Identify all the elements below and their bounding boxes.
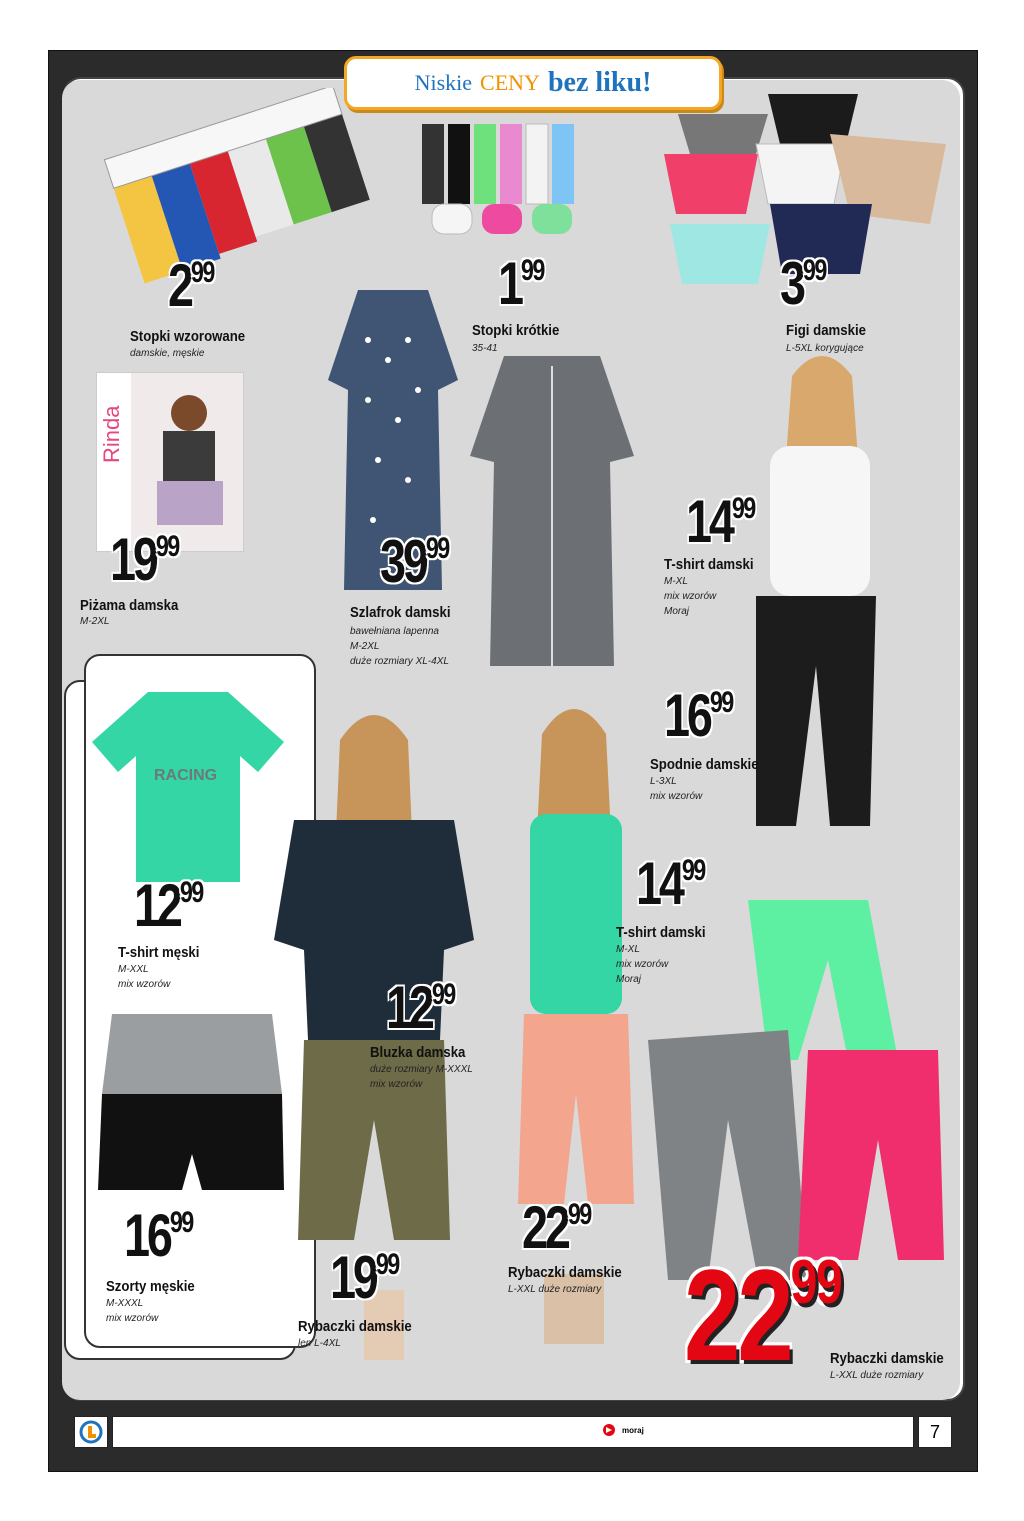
- brand-text: moraj: [622, 1425, 644, 1435]
- desc-tshirt-damski-2: M-XL mix wzorów Moraj: [616, 944, 669, 985]
- name-tshirt-meski: T-shirt męski: [118, 944, 200, 961]
- price-rybaczki-duze-1: 2299: [522, 1194, 591, 1261]
- header-banner: [344, 56, 722, 110]
- price-figi-damskie: 399: [780, 250, 826, 317]
- desc-rybaczki-duze-1: L-XXL duże rozmiary: [508, 1284, 602, 1295]
- name-szlafrok-damski: Szlafrok damski: [350, 604, 451, 621]
- price-szlafrok-damski: 3999: [380, 528, 449, 595]
- name-tshirt-damski-2: T-shirt damski: [616, 924, 706, 941]
- desc-szorty-meskie: M-XXXL mix wzorów: [106, 1298, 159, 1324]
- price-bluzka-damska: 1299: [386, 974, 455, 1041]
- mens-tshirt-image: [88, 682, 288, 892]
- name-stopki-wzorowane: Stopki wzorowane: [130, 328, 246, 345]
- svg-text:RACING: RACING: [154, 767, 218, 784]
- price-rybaczki-duze-2: 2299: [684, 1242, 842, 1388]
- desc-tshirt-meski: M-XXL mix wzorów: [118, 964, 171, 990]
- name-rybaczki-len: Rybaczki damskie: [298, 1318, 412, 1335]
- pajama-package-image: [96, 372, 244, 552]
- socks-short-image: [412, 104, 608, 254]
- name-rybaczki-duze-1: Rybaczki damskie: [508, 1264, 622, 1281]
- price-rybaczki-len: 1999: [330, 1244, 399, 1311]
- model-tshirt-pants-image: [700, 346, 890, 886]
- desc-bluzka-damska: duże rozmiary M-XXXL mix wzorów: [370, 1064, 473, 1090]
- price-stopki-wzorowane: 299: [168, 252, 214, 319]
- footer-bar: [112, 1416, 914, 1448]
- svg-text:Rinda: Rinda: [99, 405, 124, 463]
- name-spodnie-damskie: Spodnie damskie: [650, 756, 759, 773]
- price-pizama-damska: 1999: [110, 526, 179, 593]
- robe-floral-image: [464, 336, 640, 676]
- price-stopki-krotkie: 199: [498, 250, 544, 317]
- price-szorty-meskie: 1699: [124, 1202, 193, 1269]
- name-szorty-meskie: Szorty męskie: [106, 1278, 195, 1295]
- banner-text-2: CENY: [480, 70, 540, 95]
- desc-stopki-wzorowane: damskie, męskie: [130, 348, 205, 359]
- price-tshirt-damski-2: 1499: [636, 850, 705, 917]
- desc-spodnie-damskie: L-3XL mix wzorów: [650, 776, 703, 802]
- name-rybaczki-duze-2: Rybaczki damskie: [830, 1350, 944, 1367]
- name-figi-damskie: Figi damskie: [786, 322, 866, 339]
- price-tshirt-damski-1: 1499: [686, 488, 755, 555]
- socks-patterned-image: [100, 88, 388, 288]
- desc-tshirt-damski-1: M-XL mix wzorów Moraj: [664, 576, 717, 617]
- desc-stopki-krotkie: 35-41: [472, 343, 498, 354]
- arrow-right-icon: [603, 1424, 619, 1436]
- store-logo-icon: [74, 1416, 108, 1448]
- desc-rybaczki-len: len L-4XL: [298, 1338, 341, 1349]
- mens-shorts-image: [92, 1004, 292, 1204]
- name-bluzka-damska: Bluzka damska: [370, 1044, 466, 1061]
- moraj-logo: [603, 1424, 644, 1436]
- desc-figi-damskie: L-5XL korygujące: [786, 343, 864, 354]
- banner-text-3: bez liku!: [547, 67, 652, 98]
- page-number: 7: [918, 1416, 952, 1448]
- desc-pizama-damska: M-2XL: [80, 616, 110, 627]
- desc-szlafrok-damski: bawełniana lapenna M-2XL duże rozmiary XL-4XL: [350, 626, 449, 667]
- banner-text-1: Niskie: [414, 70, 473, 95]
- footer: [72, 1416, 952, 1450]
- desc-rybaczki-duze-2: L-XXL duże rozmiary: [830, 1370, 924, 1381]
- price-spodnie-damskie: 1699: [664, 682, 733, 749]
- name-tshirt-damski-1: T-shirt damski: [664, 556, 754, 573]
- name-stopki-krotkie: Stopki krótkie: [472, 322, 560, 339]
- name-pizama-damska: Piżama damska: [80, 597, 179, 614]
- capri-pants-image: [648, 900, 944, 1280]
- price-tshirt-meski: 1299: [134, 872, 203, 939]
